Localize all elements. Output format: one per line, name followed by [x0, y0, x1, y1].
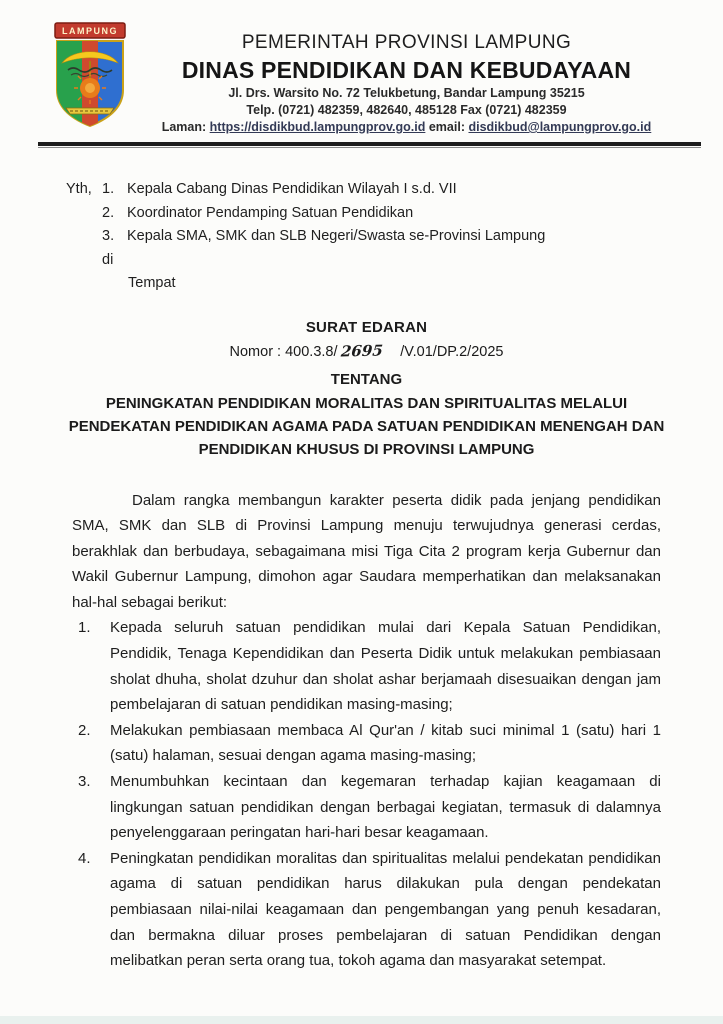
- recipient-di: di: [102, 251, 114, 268]
- nomor-suffix: /V.01/DP.2/2025: [400, 343, 504, 360]
- salutation: Yth,: [66, 181, 92, 197]
- handwritten-number: 2695: [339, 340, 384, 361]
- recipient-number: 2.: [102, 204, 115, 221]
- address-line: Jl. Drs. Warsito No. 72 Telukbetung, Bandar Lampung 35215: [228, 86, 585, 100]
- numbered-list: [72, 615, 661, 973]
- letterhead-text: [132, 22, 695, 135]
- list-item: [72, 846, 661, 974]
- scan-bottom-edge: [0, 1016, 723, 1024]
- letterhead-divider-rule: [38, 142, 701, 148]
- lampung-province-emblem: [50, 22, 132, 135]
- item-text: Peningkatan pendidikan moralitas dan spiritualitas melalui pendekatan pendidikan agama di satuan pendidikan harus dilakukan pula dengan pendekatan pembiasaan nilai-nilai keagamaan dan pengembangan yang penuh kesadaran, dan bermakna diluar proses pembelajaran di satuan Pendidikan dengan melibatkan peran serta orang tua, tokoh agama dan masyarakat setempat.: [110, 849, 661, 970]
- tentang-label: TENTANG: [330, 370, 403, 388]
- web-label: Laman:: [161, 120, 207, 134]
- document-number-line: [66, 340, 667, 364]
- spacer: [66, 225, 102, 249]
- email-link[interactable]: disdikbud@lampungprov.go.id: [468, 120, 652, 134]
- list-item: [72, 769, 661, 846]
- item-number: 3.: [78, 773, 91, 791]
- web-email-line: [132, 119, 681, 135]
- recipient-name: Koordinator Pendamping Satuan Pendidikan: [127, 204, 414, 221]
- item-number: 4.: [78, 849, 91, 867]
- list-item: [72, 615, 661, 717]
- item-text: Menumbuhkan kecintaan dan kegemaran terhadap kajian keagamaan di lingkungan satuan pendidikan dengan berbagai kegiatan, termasuk di dalamnya penyelenggaraan peringatan hari-hari besar keagamaan.: [110, 773, 661, 842]
- item-number: 1.: [78, 619, 91, 637]
- letter-body: [72, 488, 661, 974]
- document-type-title: SURAT EDARAN: [305, 318, 428, 336]
- recipient-name: Kepala Cabang Dinas Pendidikan Wilayah I s.d. VII: [127, 181, 457, 197]
- recipient-number: 1.: [102, 181, 115, 197]
- department-name: DINAS PENDIDIKAN DAN KEBUDAYAAN: [181, 57, 632, 83]
- letterhead: [0, 0, 723, 135]
- item-text: Kepada seluruh satuan pendidikan mulai dari Kepala Satuan Pendidikan, Pendidik, Tenaga Kependidikan dan Peserta Didik untuk melakukan pembiasaan sholat dhuha, sholat dzuhur dan sholat ashar berjamaah disesuaikan dengan jam pembelajaran di satuan pendidikan masing-masing;: [110, 619, 661, 714]
- phone-line: Telp. (0721) 482359, 482640, 485128 Fax (0721) 482359: [246, 102, 567, 117]
- recipient-number: 3.: [102, 228, 115, 244]
- intro-paragraph: Dalam rangka membangun karakter peserta didik pada jenjang pendidikan SMA, SMK dan SLB di Provinsi Lampung menuju terwujudnya generasi cerdas, berakhlak dan berbudaya, sebagaimana misi Tiga Cita 2 program kerja Gubernur dan Wakil Gubernur Lampung, dimohon agar Saudara memperhatikan dan melaksanakan hal-hal sebagai berikut:: [72, 491, 661, 611]
- recipient-block: [66, 178, 723, 296]
- item-number: 2.: [78, 721, 91, 739]
- recipient-row: [66, 178, 723, 202]
- recipient-row: [66, 202, 723, 226]
- government-name: PEMERINTAH PROVINSI LAMPUNG: [241, 32, 572, 53]
- title-block: [66, 316, 667, 461]
- website-link[interactable]: https://disdikbud.lampungprov.go.id: [209, 120, 426, 134]
- lampung-shield-icon: [50, 22, 130, 128]
- item-text: Melakukan pembiasaan membaca Al Qur'an / kitab suci minimal 1 (satu) hari 1 (satu) halaman, sesuai dengan agama masing-masing;: [110, 721, 661, 765]
- logo-banner-text: LAMPUNG: [62, 26, 118, 36]
- recipient-place: Tempat: [128, 275, 176, 291]
- nomor-prefix: Nomor : 400.3.8/: [229, 343, 338, 360]
- spacer: [66, 202, 102, 226]
- recipient-row: [66, 225, 723, 249]
- document-subject: PENINGKATAN PENDIDIKAN MORALITAS DAN SPIRITUALITAS MELALUI PENDEKATAN PENDIDIKAN AGAMA PADA SATUAN PENDIDIKAN MENENGAH DAN PENDIDIKAN KHUSUS DI PROVINSI LAMPUNG: [68, 394, 665, 458]
- list-item: [72, 718, 661, 769]
- email-label: email:: [428, 120, 465, 134]
- recipient-name: Kepala SMA, SMK dan SLB Negeri/Swasta se-Provinsi Lampung: [127, 228, 546, 244]
